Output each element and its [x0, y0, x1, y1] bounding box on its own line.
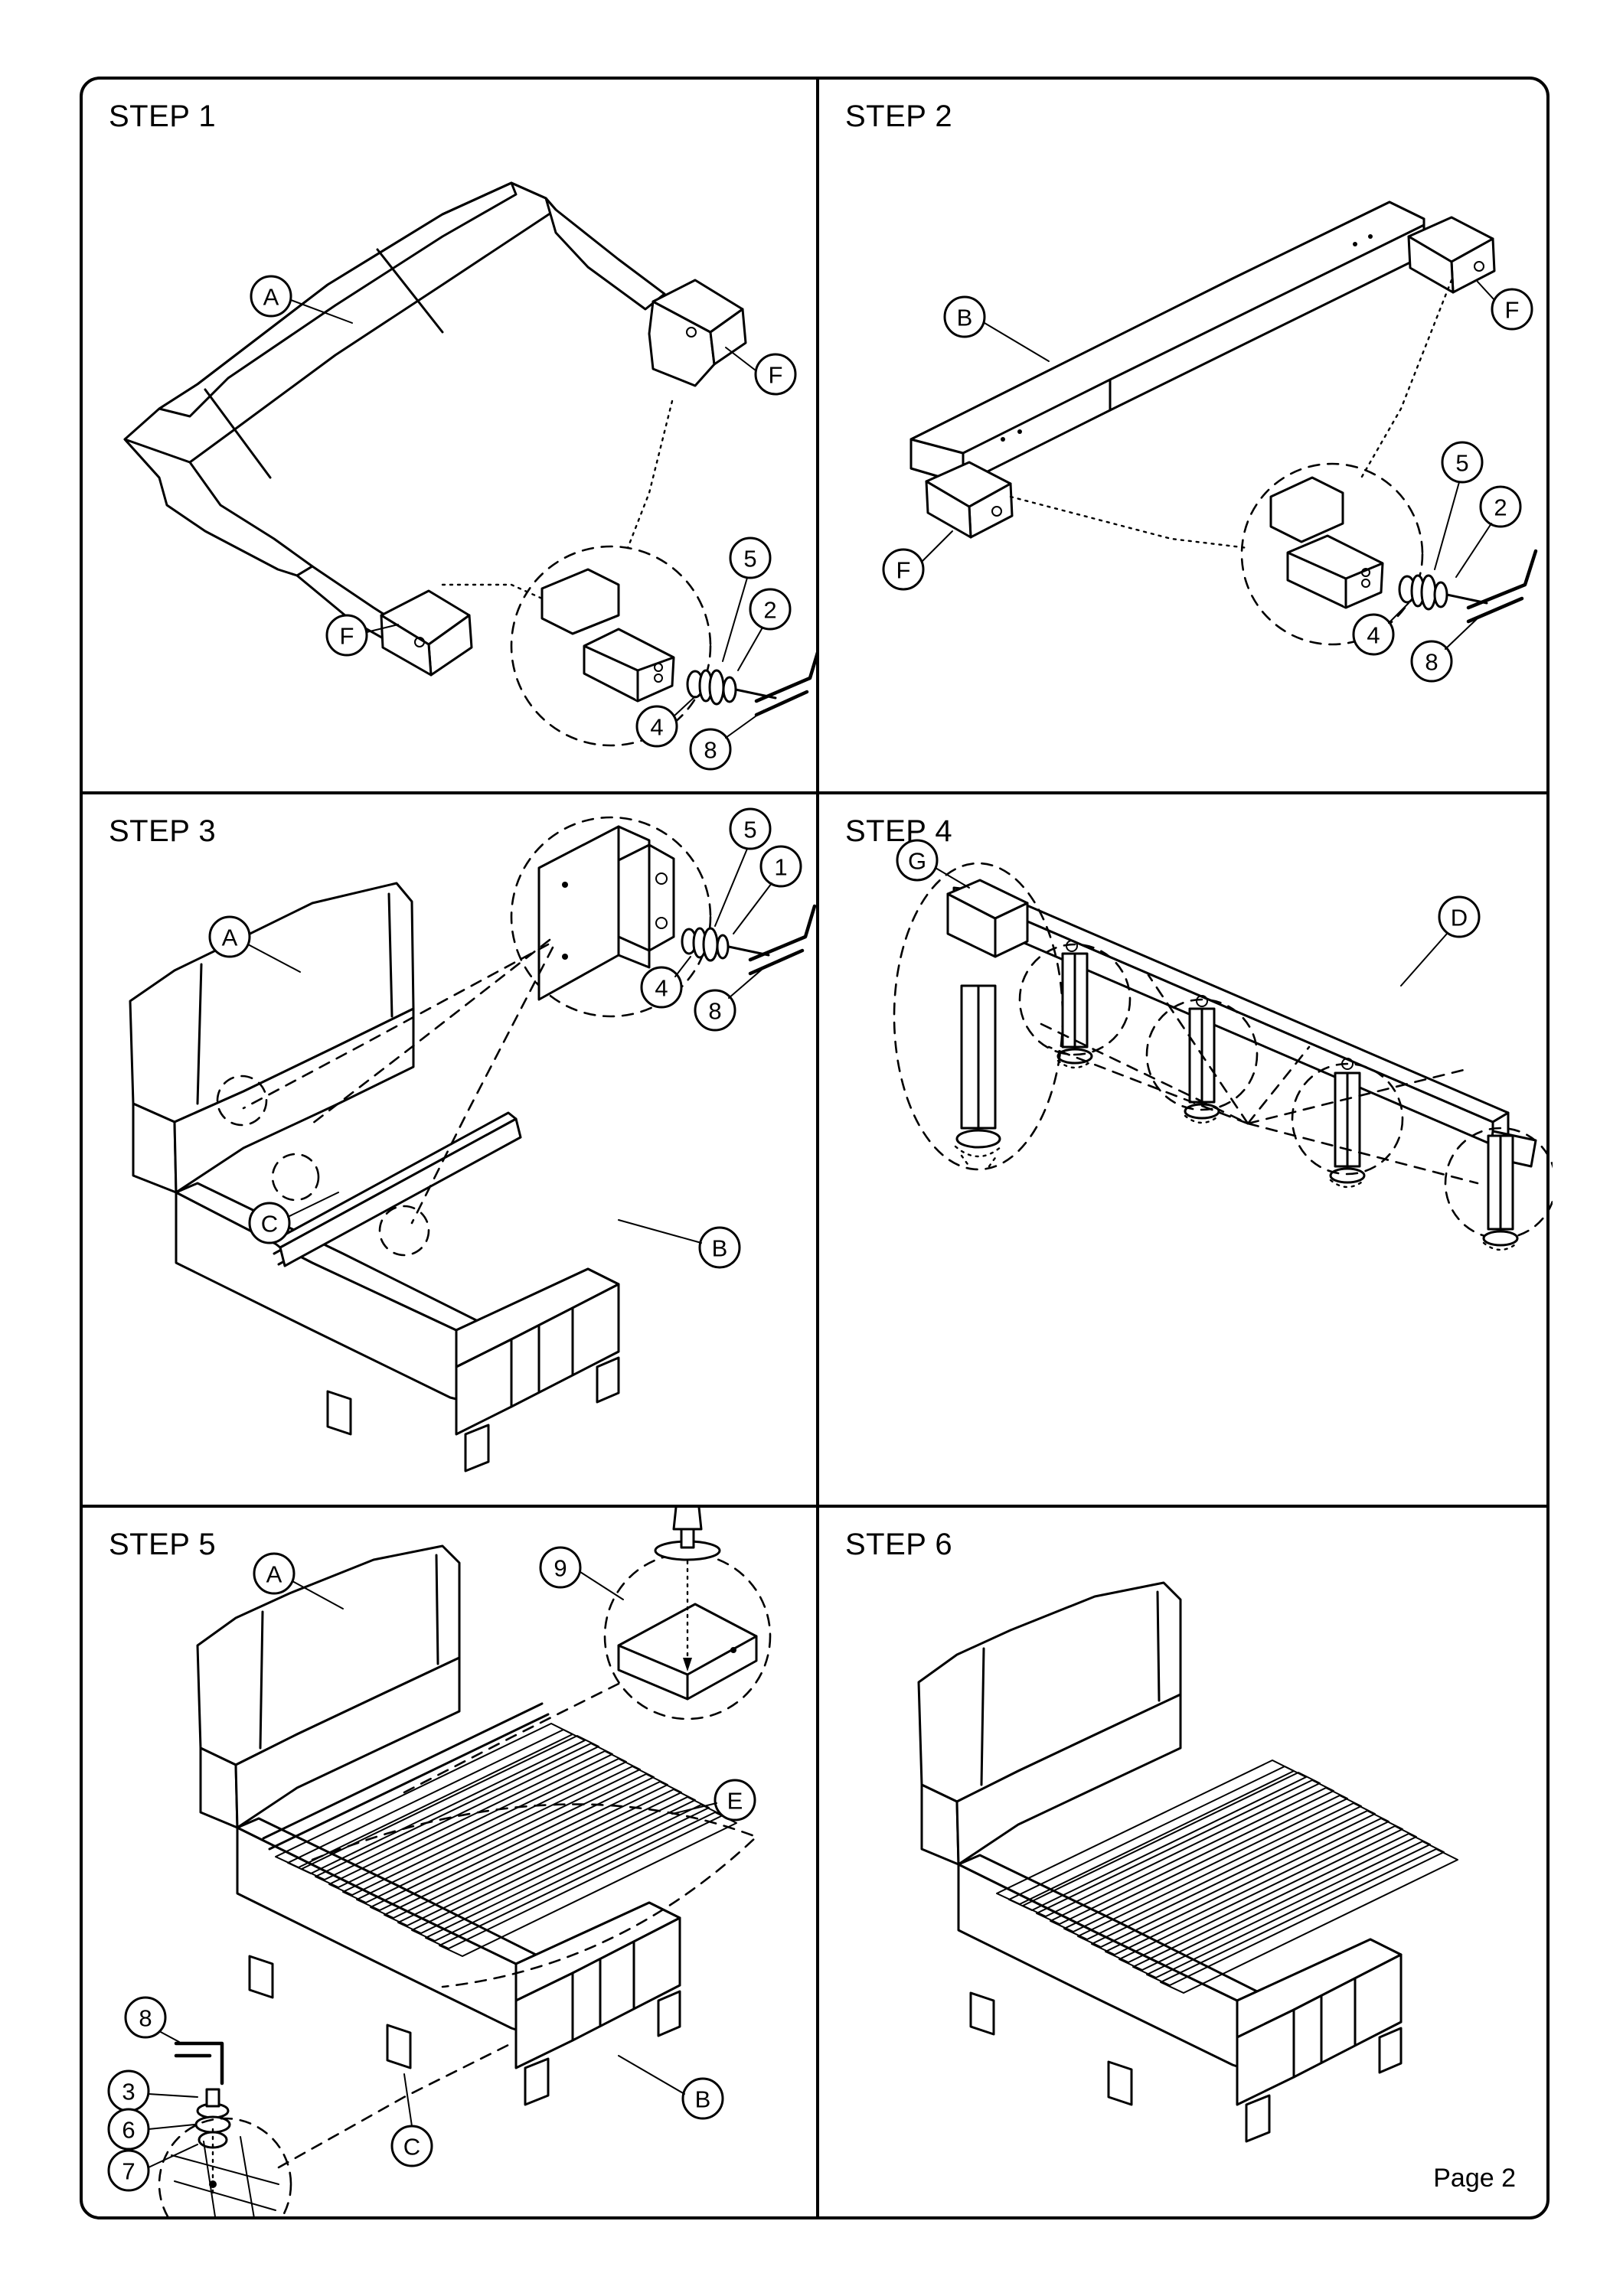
svg-text:6: 6 — [122, 2116, 136, 2144]
svg-text:B: B — [694, 2086, 711, 2113]
step-1-panel — [83, 80, 816, 791]
page-frame — [80, 77, 1550, 2219]
step-5-illustration — [83, 1508, 816, 2216]
step-6-title: STEP 6 — [845, 1528, 953, 1561]
svg-text:C: C — [403, 2133, 421, 2161]
step-2-illustration — [819, 80, 1553, 791]
svg-text:5: 5 — [743, 545, 757, 572]
svg-text:9: 9 — [554, 1554, 567, 1582]
svg-text:F: F — [896, 556, 911, 584]
svg-text:E: E — [727, 1787, 743, 1815]
svg-text:4: 4 — [1367, 621, 1380, 649]
step-4-panel — [819, 794, 1553, 1505]
step-1-illustration — [83, 80, 816, 791]
step-4-illustration — [819, 794, 1553, 1505]
step-5-title: STEP 5 — [109, 1528, 217, 1561]
svg-text:B: B — [711, 1234, 728, 1262]
svg-text:F: F — [339, 622, 354, 650]
svg-text:C: C — [260, 1210, 279, 1238]
svg-text:A: A — [266, 1561, 282, 1588]
svg-text:5: 5 — [1455, 449, 1469, 477]
step-3-panel — [83, 794, 816, 1505]
svg-text:4: 4 — [655, 974, 668, 1002]
step-5-panel — [83, 1508, 816, 2216]
svg-text:A: A — [221, 924, 238, 951]
step-3-title: STEP 3 — [109, 814, 217, 848]
step-2-panel — [819, 80, 1553, 791]
svg-text:A: A — [263, 283, 279, 311]
svg-text:B: B — [956, 304, 973, 331]
page-number: Page 2 — [1433, 2164, 1516, 2193]
svg-text:3: 3 — [122, 2078, 136, 2105]
svg-text:4: 4 — [650, 713, 664, 741]
step-6-panel — [819, 1508, 1553, 2216]
svg-text:F: F — [768, 361, 783, 389]
svg-text:G: G — [907, 847, 927, 875]
svg-text:8: 8 — [139, 2004, 152, 2032]
svg-text:D: D — [1450, 904, 1468, 931]
step-6-illustration — [819, 1508, 1553, 2216]
svg-text:8: 8 — [708, 997, 722, 1025]
svg-text:5: 5 — [743, 816, 757, 843]
step-1-title: STEP 1 — [109, 99, 217, 133]
svg-text:1: 1 — [774, 853, 788, 881]
step-3-illustration — [83, 794, 816, 1505]
svg-text:8: 8 — [704, 736, 717, 764]
svg-text:F: F — [1504, 296, 1520, 324]
svg-text:7: 7 — [122, 2157, 136, 2185]
step-4-title: STEP 4 — [845, 814, 953, 848]
step-2-title: STEP 2 — [845, 99, 953, 133]
svg-text:8: 8 — [1425, 648, 1438, 676]
svg-text:2: 2 — [763, 596, 777, 624]
svg-text:2: 2 — [1494, 494, 1507, 521]
